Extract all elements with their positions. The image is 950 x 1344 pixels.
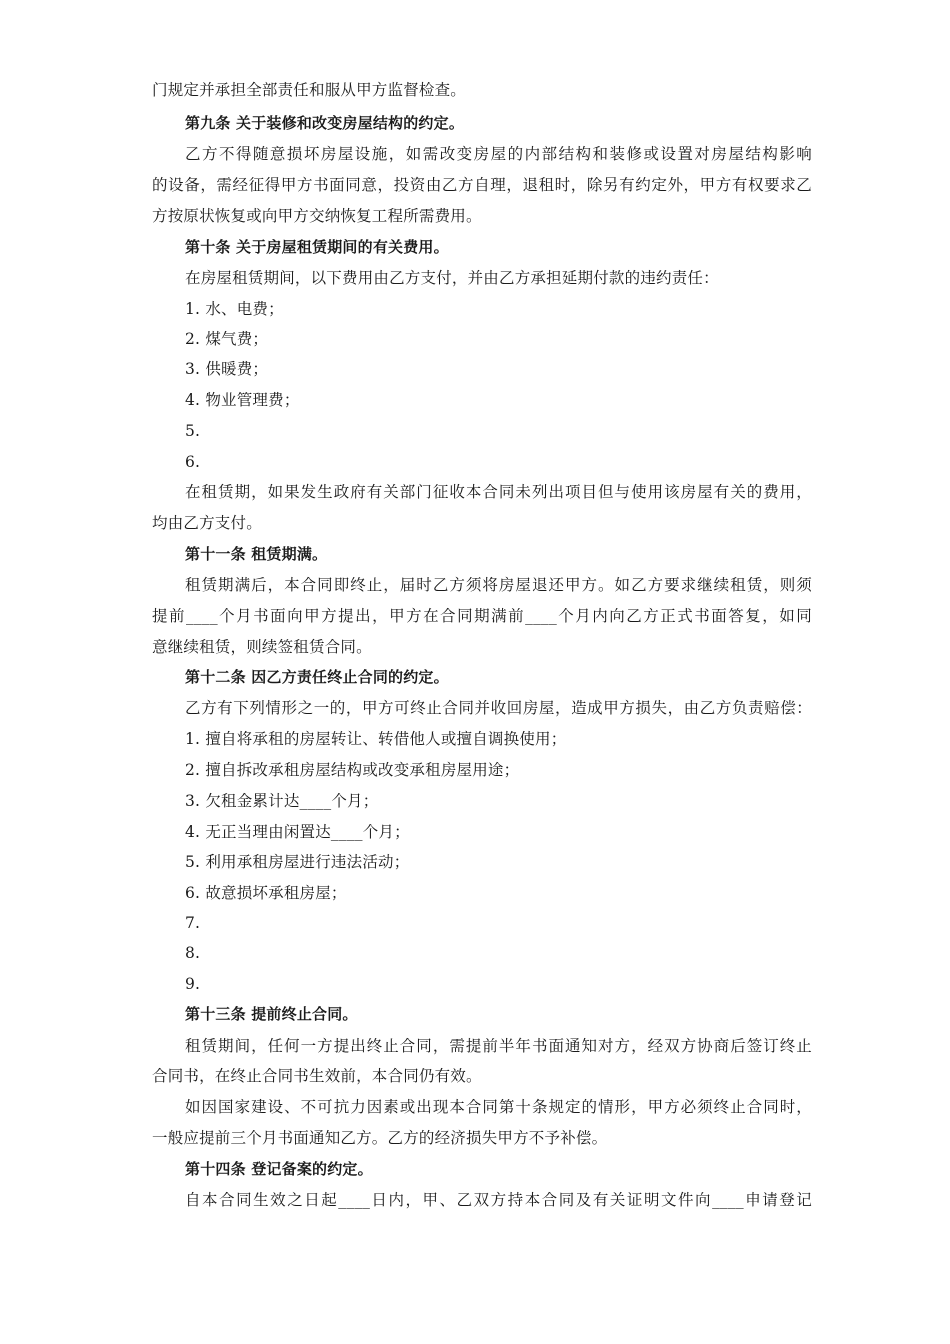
article-10-item-3: 3. 供暖费； xyxy=(185,360,269,378)
article-14-heading: 第十四条 登记备案的约定。 xyxy=(185,1160,373,1178)
article-9-text-line-1: 乙方不得随意损坏房屋设施，如需改变房屋的内部结构和装修或设置对房屋结构影响 xyxy=(185,145,812,163)
article-11-text-line-1: 租赁期满后，本合同即终止，届时乙方须将房屋退还甲方。如乙方要求继续租赁，则须 xyxy=(185,576,812,594)
article-10-text-line-2: 均由乙方支付。 xyxy=(152,514,262,532)
article-13-text-line-1: 租赁期间，任何一方提出终止合同，需提前半年书面通知对方，经双方协商后签订终止 xyxy=(185,1037,812,1055)
article-12-intro: 乙方有下列情形之一的，甲方可终止合同并收回房屋，造成甲方损失，由乙方负责赔偿： xyxy=(185,699,812,717)
article-13-text-line-3: 如因国家建设、不可抗力因素或出现本合同第十条规定的情形，甲方必须终止合同时， xyxy=(185,1098,812,1116)
article-11-text-line-2: 提前____个月书面向甲方提出，甲方在合同期满前____个月内向乙方正式书面答复，如同 xyxy=(152,607,812,625)
article-13-text-line-2: 合同书，在终止合同书生效前，本合同仍有效。 xyxy=(152,1067,482,1085)
article-10-item-4: 4. 物业管理费； xyxy=(185,391,300,409)
article-12-item-4: 4. 无正当理由闲置达____个月； xyxy=(185,823,410,841)
article-10-item-2: 2. 煤气费； xyxy=(185,330,269,348)
article-9-text-line-3: 方按原状恢复或向甲方交纳恢复工程所需费用。 xyxy=(152,207,482,225)
article-11-heading: 第十一条 租赁期满。 xyxy=(185,545,328,563)
article-12-item-9: 9. xyxy=(185,975,201,993)
article-12-heading: 第十二条 因乙方责任终止合同的约定。 xyxy=(185,668,449,686)
paragraph-continuation: 门规定并承担全部责任和服从甲方监督检查。 xyxy=(152,81,467,99)
article-10-text-line-1: 在租赁期，如果发生政府有关部门征收本合同未列出项目但与使用该房屋有关的费用， xyxy=(185,483,812,501)
article-12-item-7: 7. xyxy=(185,914,201,932)
article-13-heading: 第十三条 提前终止合同。 xyxy=(185,1005,358,1023)
article-9-heading: 第九条 关于装修和改变房屋结构的约定。 xyxy=(185,114,465,132)
article-10-item-5: 5. xyxy=(185,422,201,440)
article-14-text-line-1: 自本合同生效之日起____日内，甲、乙双方持本合同及有关证明文件向____申请登记 xyxy=(185,1191,812,1209)
article-9-text-line-2: 的设备，需经征得甲方书面同意，投资由乙方自理，退租时，除另有约定外，甲方有权要求乙 xyxy=(152,176,812,194)
article-10-heading: 第十条 关于房屋租赁期间的有关费用。 xyxy=(185,238,449,256)
article-12-item-2: 2. 擅自拆改承租房屋结构或改变承租房屋用途； xyxy=(185,761,520,779)
article-12-item-5: 5. 利用承租房屋进行违法活动； xyxy=(185,853,410,871)
article-12-item-1: 1. 擅自将承租的房屋转让、转借他人或擅自调换使用； xyxy=(185,730,567,748)
article-12-item-8: 8. xyxy=(185,944,201,962)
article-10-item-1: 1. 水、电费； xyxy=(185,300,284,318)
article-13-text-line-4: 一般应提前三个月书面通知乙方。乙方的经济损失甲方不予补偿。 xyxy=(152,1129,608,1147)
article-10-item-6: 6. xyxy=(185,453,201,471)
article-11-text-line-3: 意继续租赁，则续签租赁合同。 xyxy=(152,638,372,656)
article-10-intro: 在房屋租赁期间，以下费用由乙方支付，并由乙方承担延期付款的违约责任： xyxy=(185,269,719,287)
article-12-item-6: 6. 故意损坏承租房屋； xyxy=(185,884,347,902)
article-12-item-3: 3. 欠租金累计达____个月； xyxy=(185,792,379,810)
